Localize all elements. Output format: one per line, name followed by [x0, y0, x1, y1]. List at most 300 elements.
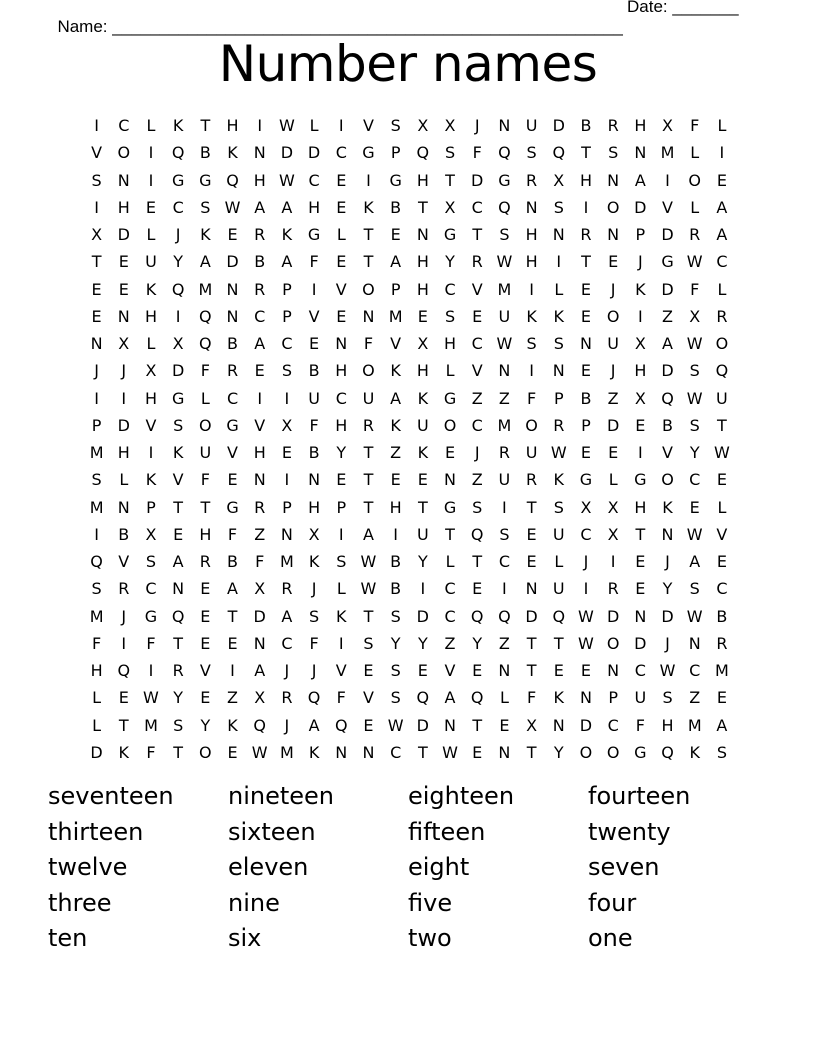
grid-letter: X	[607, 524, 619, 544]
grid-letter: I	[502, 497, 507, 517]
word-list-item: nineteen	[228, 782, 335, 810]
grid-letter: E	[716, 170, 727, 190]
grid-letter: R	[689, 225, 701, 245]
grid-letter: A	[281, 606, 293, 626]
grid-letter: J	[474, 443, 480, 463]
grid-letter: A	[172, 552, 184, 572]
word-list-item: five	[408, 888, 453, 917]
grid-letter: R	[254, 279, 266, 299]
grid-letter: E	[91, 279, 102, 299]
grid-letter: C	[226, 388, 239, 408]
grid-letter: Z	[254, 524, 266, 544]
grid-letter: M	[280, 552, 294, 572]
grid-letter: B	[662, 415, 674, 435]
grid-letter: I	[148, 143, 154, 163]
word-list-item: two	[408, 924, 452, 952]
grid-letter: R	[471, 252, 483, 272]
grid-letter: I	[338, 524, 344, 544]
grid-letter: N	[525, 579, 538, 599]
grid-letter: I	[502, 579, 507, 599]
grid-letter: A	[281, 197, 293, 217]
grid-letter: T	[526, 661, 537, 681]
grid-letter: D	[525, 606, 538, 626]
grid-letter: F	[472, 143, 482, 163]
grid-letter: U	[199, 443, 212, 463]
grid-letter: H	[416, 361, 429, 381]
grid-letter: C	[281, 334, 293, 354]
grid-letter: N	[226, 306, 239, 326]
grid-letter: E	[200, 606, 211, 626]
grid-letter: N	[607, 225, 620, 245]
grid-letter: R	[281, 579, 293, 599]
grid-letter: B	[254, 252, 266, 272]
grid-letter: N	[498, 661, 511, 681]
name-field-label: Name: ______________________________________________________	[57, 17, 623, 36]
grid-letter: I	[148, 170, 154, 190]
grid-letter: I	[556, 252, 562, 272]
grid-letter: T	[417, 197, 428, 217]
grid-letter: E	[281, 443, 292, 463]
grid-letter: L	[608, 470, 618, 490]
grid-letter: L	[336, 579, 346, 599]
grid-letter: E	[200, 688, 211, 708]
grid-letter: I	[338, 633, 344, 653]
grid-letter: I	[94, 197, 99, 217]
grid-letter: D	[171, 361, 185, 381]
grid-letter: O	[606, 742, 620, 762]
grid-letter: J	[665, 552, 670, 572]
grid-letter: K	[689, 742, 700, 762]
grid-letter: A	[716, 197, 728, 217]
grid-letter: I	[148, 661, 154, 681]
grid-letter: S	[281, 361, 292, 381]
grid-letter: Q	[334, 715, 348, 735]
grid-letter: F	[526, 388, 537, 408]
grid-letter: T	[581, 143, 591, 163]
grid-letter: Y	[689, 443, 700, 463]
grid-letter: D	[416, 715, 429, 735]
grid-letter: C	[118, 116, 130, 136]
grid-letter: R	[281, 688, 293, 708]
grid-letter: T	[417, 497, 428, 517]
grid-letter: F	[255, 552, 265, 572]
grid-letter: F	[526, 688, 537, 708]
grid-letter: G	[443, 388, 457, 408]
grid-letter: L	[554, 552, 564, 572]
grid-letter: L	[554, 279, 564, 299]
grid-letter: T	[200, 497, 211, 517]
word-list-item: sixteen	[228, 817, 316, 846]
grid-letter: D	[307, 143, 321, 163]
grid-letter: E	[716, 688, 727, 708]
grid-letter: L	[336, 225, 346, 245]
grid-letter: E	[336, 197, 347, 217]
grid-letter: A	[662, 334, 673, 354]
grid-letter: D	[661, 279, 674, 299]
grid-letter: Q	[470, 606, 484, 626]
grid-letter: T	[526, 742, 537, 762]
grid-letter: N	[579, 688, 592, 708]
grid-letter: Z	[689, 688, 701, 708]
grid-letter: X	[526, 715, 538, 735]
grid-letter: N	[117, 497, 130, 517]
grid-letter: T	[173, 497, 184, 517]
grid-letter: E	[635, 552, 646, 572]
grid-letter: E	[472, 661, 483, 681]
grid-letter: T	[526, 497, 537, 517]
grid-letter: W	[578, 606, 594, 626]
grid-letter: S	[91, 170, 102, 190]
grid-letter: S	[173, 415, 184, 435]
grid-letter: J	[284, 661, 290, 681]
grid-letter: P	[336, 497, 347, 517]
grid-letter: X	[634, 334, 646, 354]
grid-letter: Y	[472, 633, 483, 653]
grid-letter: P	[282, 497, 292, 517]
grid-letter: H	[308, 497, 321, 517]
grid-letter: X	[118, 334, 130, 354]
grid-letter: L	[499, 688, 509, 708]
grid-letter: Y	[662, 579, 673, 599]
grid-letter: E	[200, 633, 211, 653]
grid-letter: H	[634, 361, 647, 381]
grid-letter: G	[171, 388, 185, 408]
grid-letter: R	[580, 225, 592, 245]
grid-letter: D	[661, 606, 674, 626]
grid-letter: C	[607, 715, 619, 735]
grid-letter: G	[634, 470, 647, 490]
grid-letter: A	[199, 252, 211, 272]
word-list-item: nine	[228, 888, 280, 917]
grid-letter: K	[281, 225, 293, 245]
grid-letter: W	[686, 606, 703, 626]
grid-letter: T	[445, 170, 455, 190]
word-list-item: twelve	[48, 853, 128, 881]
grid-letter: I	[257, 388, 263, 408]
grid-letter: D	[634, 197, 647, 217]
grid-letter: G	[226, 497, 239, 517]
grid-letter: L	[717, 279, 727, 299]
grid-letter: W	[360, 579, 377, 599]
grid-letter: W	[578, 633, 594, 653]
grid-letter: X	[254, 579, 266, 599]
grid-letter: S	[526, 334, 537, 354]
grid-letter: D	[117, 415, 130, 435]
grid-letter: S	[716, 742, 727, 762]
grid-letter: T	[717, 415, 727, 435]
grid-letter: R	[553, 415, 565, 435]
grid-letter: S	[91, 579, 102, 599]
grid-letter: R	[526, 470, 538, 490]
grid-letter: H	[117, 197, 130, 217]
grid-letter: E	[118, 688, 129, 708]
grid-letter: N	[498, 742, 511, 762]
grid-letter: U	[552, 579, 565, 599]
grid-letter: U	[498, 470, 511, 490]
grid-letter: C	[689, 470, 701, 490]
grid-letter: L	[445, 361, 455, 381]
grid-letter: Y	[417, 552, 428, 572]
grid-letter: M	[497, 279, 512, 299]
grid-letter: V	[662, 443, 673, 463]
grid-letter: I	[583, 197, 589, 217]
grid-letter: T	[472, 715, 483, 735]
grid-letter: A	[689, 552, 701, 572]
grid-letter: I	[257, 116, 263, 136]
grid-letter: O	[362, 361, 375, 381]
grid-letter: X	[417, 116, 429, 136]
grid-letter: B	[716, 606, 728, 626]
word-list-item: eleven	[228, 853, 309, 881]
grid-letter: L	[92, 715, 102, 735]
grid-letter: H	[335, 415, 348, 435]
grid-letter: G	[443, 225, 457, 245]
grid-letter: I	[148, 443, 154, 463]
grid-letter: K	[526, 306, 537, 326]
grid-letter: Q	[416, 688, 430, 708]
grid-letter: E	[145, 197, 157, 217]
grid-letter: N	[579, 334, 592, 354]
grid-letter: C	[580, 524, 592, 544]
grid-letter: X	[281, 415, 293, 435]
grid-letter: X	[689, 306, 701, 326]
grid-letter: E	[689, 497, 700, 517]
grid-letter: Y	[173, 252, 184, 272]
grid-letter: I	[665, 170, 670, 190]
grid-letter: O	[606, 306, 620, 326]
grid-letter: N	[253, 143, 266, 163]
grid-letter: W	[387, 715, 404, 735]
grid-letter: K	[553, 306, 565, 326]
grid-letter: T	[227, 606, 238, 626]
grid-letter: B	[390, 197, 402, 217]
grid-letter: J	[583, 552, 589, 572]
grid-letter: Q	[498, 606, 511, 626]
grid-letter: I	[393, 524, 399, 544]
grid-letter: W	[686, 524, 703, 544]
grid-letter: N	[117, 306, 130, 326]
grid-letter: B	[227, 552, 239, 572]
grid-letter: T	[363, 225, 374, 245]
grid-letter: E	[635, 579, 646, 599]
grid-letter: S	[390, 661, 401, 681]
grid-letter: C	[471, 197, 483, 217]
grid-letter: J	[610, 361, 616, 381]
word-list-item: fifteen	[408, 817, 486, 846]
grid-letter: L	[200, 388, 210, 408]
grid-letter: M	[89, 606, 104, 626]
grid-letter: D	[471, 170, 484, 190]
grid-letter: S	[444, 306, 456, 326]
grid-letter: Y	[553, 742, 564, 762]
grid-letter: T	[118, 715, 129, 735]
grid-letter: O	[443, 415, 457, 435]
grid-letter: E	[472, 579, 483, 599]
grid-letter: Q	[307, 688, 321, 708]
grid-letter: Z	[607, 388, 619, 408]
grid-letter: U	[525, 443, 538, 463]
grid-letter: E	[309, 334, 320, 354]
grid-letter: Z	[390, 443, 402, 463]
grid-letter: E	[608, 252, 619, 272]
grid-letter: S	[553, 334, 564, 354]
grid-letter: J	[284, 715, 290, 735]
grid-letter: Z	[227, 688, 239, 708]
grid-letter: R	[607, 116, 619, 136]
header-line	[48, 0, 748, 36]
grid-letter: R	[172, 661, 184, 681]
word-list-item: thirteen	[48, 817, 144, 846]
grid-letter: T	[91, 252, 102, 272]
grid-letter: X	[91, 225, 103, 245]
grid-letter: M	[715, 661, 729, 681]
grid-letter: P	[581, 415, 591, 435]
grid-letter: H	[444, 334, 457, 354]
grid-letter: H	[253, 443, 266, 463]
page-title: Number names	[218, 35, 598, 93]
grid-letter: H	[199, 524, 212, 544]
grid-letter: W	[496, 252, 513, 272]
grid-letter: H	[579, 170, 592, 190]
grid-letter: J	[94, 361, 99, 381]
grid-letter: O	[688, 170, 702, 190]
grid-letter: P	[146, 497, 156, 517]
grid-letter: U	[552, 524, 565, 544]
grid-letter: E	[499, 715, 510, 735]
grid-letter: R	[254, 497, 266, 517]
grid-letter: M	[89, 443, 104, 463]
grid-letter: R	[362, 415, 375, 435]
grid-letter: H	[226, 116, 239, 136]
grid-letter: E	[227, 742, 238, 762]
grid-letter: S	[363, 633, 374, 653]
grid-letter: Z	[444, 633, 456, 653]
grid-letter: S	[444, 143, 456, 163]
grid-letter: E	[336, 306, 347, 326]
grid-letter: N	[253, 633, 266, 653]
grid-letter: E	[390, 225, 401, 245]
grid-letter: I	[420, 579, 426, 599]
grid-letter: B	[580, 388, 592, 408]
grid-letter: H	[634, 497, 647, 517]
grid-letter: E	[118, 252, 129, 272]
grid-letter: V	[254, 415, 266, 435]
grid-letter: I	[94, 524, 99, 544]
grid-letter: P	[553, 388, 564, 408]
grid-letter: K	[417, 388, 429, 408]
grid-letter: E	[254, 361, 265, 381]
grid-letter: Z	[662, 306, 674, 326]
grid-letter: B	[390, 552, 402, 572]
grid-letter: W	[686, 334, 703, 354]
grid-letter: R	[526, 170, 538, 190]
grid-letter: M	[144, 715, 158, 735]
grid-letter: H	[335, 361, 348, 381]
grid-letter: E	[526, 552, 537, 572]
grid-letter: V	[662, 197, 673, 217]
grid-letter: X	[417, 334, 429, 354]
grid-letter: I	[637, 306, 643, 326]
grid-letter: X	[580, 497, 592, 517]
grid-letter: I	[175, 306, 181, 326]
grid-letter: S	[689, 579, 700, 599]
grid-letter: L	[309, 116, 319, 136]
grid-letter: D	[661, 225, 674, 245]
grid-letter: T	[635, 524, 646, 544]
grid-letter: S	[553, 197, 564, 217]
grid-letter: Y	[200, 715, 211, 735]
grid-letter: G	[362, 143, 375, 163]
grid-letter: V	[118, 552, 130, 572]
grid-letter: I	[121, 633, 127, 653]
grid-letter: X	[444, 197, 456, 217]
grid-letter: C	[145, 579, 157, 599]
grid-letter: C	[335, 388, 347, 408]
grid-letter: N	[552, 715, 565, 735]
grid-letter: Y	[390, 633, 401, 653]
grid-letter: V	[199, 661, 211, 681]
grid-letter: M	[89, 497, 104, 517]
grid-letter: J	[121, 606, 127, 626]
grid-letter: J	[610, 279, 616, 299]
grid-letter: A	[254, 197, 266, 217]
grid-letter: D	[226, 252, 239, 272]
grid-letter: V	[335, 661, 347, 681]
grid-letter: E	[526, 524, 537, 544]
grid-letter: G	[579, 470, 593, 490]
grid-letter: C	[335, 143, 347, 163]
grid-letter: S	[526, 143, 537, 163]
grid-letter: F	[227, 524, 238, 544]
grid-letter: L	[146, 225, 156, 245]
grid-letter: B	[118, 524, 130, 544]
grid-letter: F	[336, 688, 346, 708]
grid-letter: R	[199, 552, 211, 572]
grid-letter: H	[144, 388, 157, 408]
grid-letter: E	[390, 470, 401, 490]
grid-letter: D	[280, 143, 294, 163]
grid-letter: H	[661, 715, 674, 735]
grid-letter: S	[390, 606, 401, 626]
grid-letter: E	[472, 306, 483, 326]
grid-letter: E	[580, 443, 592, 463]
grid-letter: J	[121, 361, 127, 381]
grid-letter: E	[580, 306, 592, 326]
grid-letter: E	[608, 443, 619, 463]
grid-letter: Y	[417, 633, 428, 653]
grid-letter: O	[606, 197, 620, 217]
grid-letter: V	[716, 524, 728, 544]
grid-letter: T	[363, 606, 374, 626]
grid-letter: N	[280, 524, 293, 544]
grid-letter: A	[227, 579, 238, 599]
grid-letter: T	[553, 633, 564, 653]
grid-letter: R	[607, 579, 619, 599]
grid-letter: E	[417, 661, 428, 681]
grid-letter: V	[91, 143, 103, 163]
grid-letter: A	[716, 715, 728, 735]
grid-letter: E	[417, 306, 428, 326]
grid-letter: D	[606, 415, 620, 435]
grid-letter: B	[308, 443, 320, 463]
grid-letter: Q	[416, 143, 430, 163]
grid-letter: V	[362, 116, 374, 136]
grid-letter: X	[145, 361, 157, 381]
grid-letter: S	[200, 197, 211, 217]
grid-letter: U	[607, 334, 620, 354]
grid-letter: R	[498, 443, 510, 463]
grid-letter: B	[580, 116, 592, 136]
